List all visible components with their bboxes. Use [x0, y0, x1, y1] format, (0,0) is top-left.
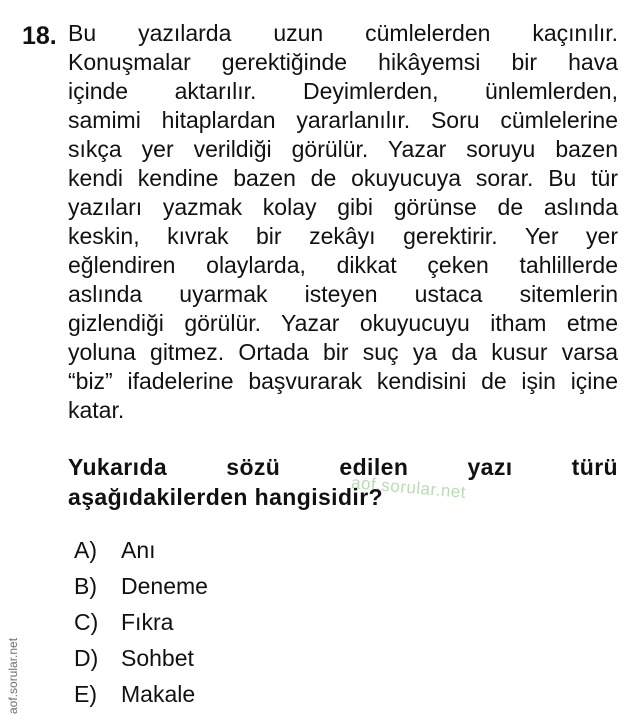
- passage-line: gizlendiği görülür. Yazar okuyucuyu itham etme: [68, 310, 618, 336]
- passage-line: eğlendiren olaylarda, dikkat çeken tahlillerde: [68, 252, 618, 278]
- option-letter: E): [74, 681, 97, 707]
- prompt-line: Yukarıda sözü edilen yazı türü: [68, 454, 618, 480]
- passage-line: içinde aktarılır. Deyimlerden, ünlemlerden,: [68, 78, 618, 104]
- passage-line: katar.: [68, 397, 125, 423]
- question-number: 18.: [22, 22, 57, 50]
- passage-line: yoluna gitmez. Ortada bir suç ya da kusur varsa: [68, 339, 618, 365]
- option-letter: C): [74, 609, 99, 635]
- watermark: aof.sorular.net: [350, 473, 467, 502]
- option-text: Sohbet: [121, 645, 194, 671]
- passage-line: Bu yazılarda uzun cümlelerden kaçınılır.: [68, 20, 618, 46]
- option-text: Anı: [121, 537, 156, 563]
- question-prompt: [68, 452, 618, 512]
- option-text: Fıkra: [121, 609, 174, 635]
- passage-line: sıkça yer verildiği görülür. Yazar soruyu bazen: [68, 136, 618, 162]
- option-letter: D): [74, 645, 99, 671]
- passage-line: aslında uyarmak isteyen ustaca sitemlerin: [68, 281, 618, 307]
- passage-line: keskin, kıvrak bir zekâyı gerektirir. Yer yer: [68, 223, 618, 249]
- option-letter: B): [74, 573, 97, 599]
- option-letter: A): [74, 537, 97, 563]
- prompt-line: aşağıdakilerden hangisidir?: [68, 484, 383, 510]
- option-text: Deneme: [121, 573, 208, 599]
- option-text: Makale: [121, 681, 196, 707]
- passage-line: samimi hitaplardan yararlanılır. Soru cümlelerine: [68, 107, 618, 133]
- side-watermark: aof.sorular.net: [6, 637, 20, 714]
- passage-line: Konuşmalar gerektiğinde hikâyemsi bir hava: [68, 49, 618, 75]
- passage-line: “biz” ifadelerine başvurarak kendisini de işin içine: [68, 368, 618, 394]
- passage-line: yazıları yazmak kolay gibi görünse de aslında: [68, 194, 618, 220]
- question-passage: [68, 19, 618, 425]
- passage-line: kendi kendine bazen de okuyucuya sorar. Bu tür: [68, 165, 618, 191]
